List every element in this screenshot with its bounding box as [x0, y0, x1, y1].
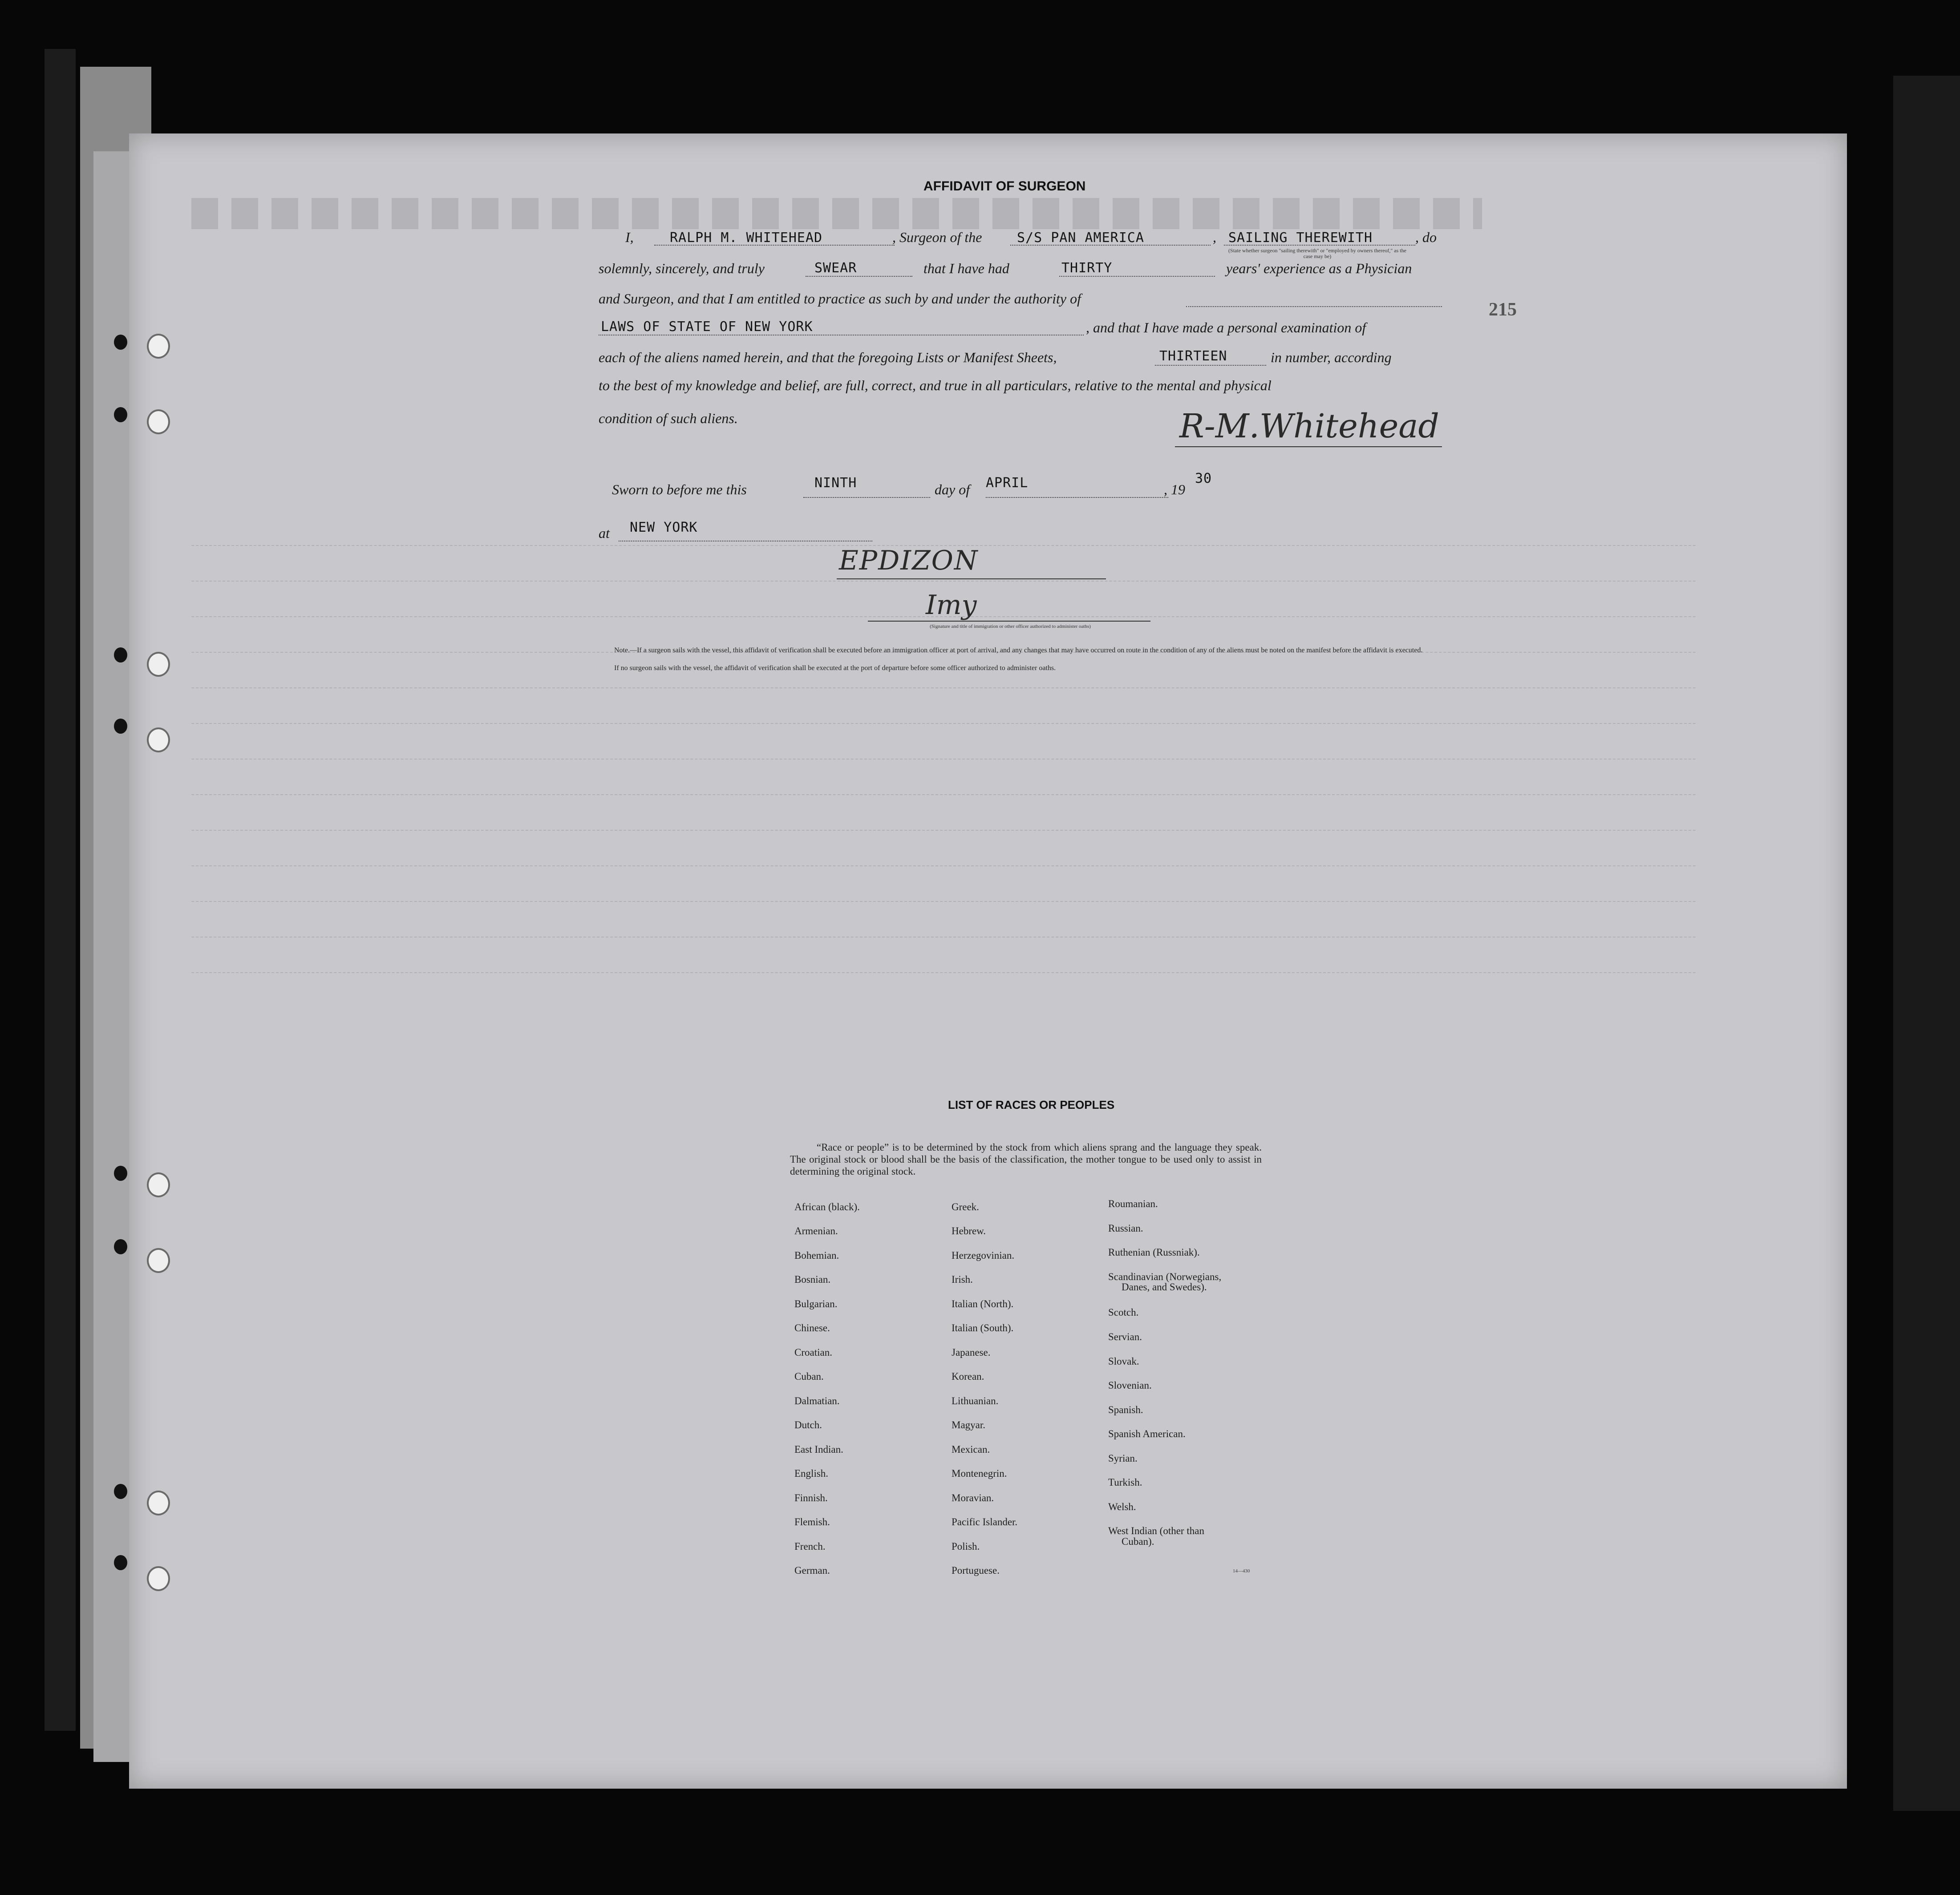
binder-hole: [114, 335, 127, 350]
race-item: Slovak.: [1108, 1356, 1139, 1367]
fill-line: [1155, 365, 1266, 366]
sworn-year: 30: [1195, 471, 1212, 486]
page-number: 215: [1489, 299, 1517, 320]
fill-line: [1059, 276, 1215, 277]
race-item: Lithuanian.: [952, 1395, 999, 1406]
race-item: Croatian.: [794, 1347, 832, 1358]
affidavit-text: condition of such aliens.: [599, 410, 738, 426]
binder-hole: [114, 1555, 127, 1570]
race-item: Dalmatian.: [794, 1395, 840, 1406]
vessel-name: S/S PAN AMERICA: [1017, 230, 1144, 246]
affidavit-note: Note.—If a surgeon sails with the vessel, this affidavit of verification shall be executed before an immigration officer at port of arrival, and any changes that may have occurred on route in the condition of any of the aliens must be noted on the manifest before the affidavit is executed.: [614, 646, 1423, 654]
signature-line: [837, 578, 1106, 579]
surgeon-signature: R-M.Whitehead: [1179, 407, 1439, 445]
binder-hole: [147, 409, 170, 434]
race-item: Bohemian.: [794, 1250, 839, 1261]
race-item: Armenian.: [794, 1225, 838, 1236]
race-item: Ruthenian (Russniak).: [1108, 1247, 1200, 1258]
affidavit-text: , Surgeon of the: [892, 229, 982, 245]
binder-hole: [114, 1484, 127, 1499]
race-item: Montenegrin.: [952, 1468, 1007, 1479]
race-item: Welsh.: [1108, 1501, 1136, 1512]
form-number: 14—430: [1233, 1568, 1250, 1574]
binder-hole: [147, 1172, 170, 1197]
race-item: Spanish.: [1108, 1404, 1143, 1415]
binder-hole: [147, 334, 170, 359]
race-item: Scandinavian (Norwegians,: [1108, 1271, 1222, 1282]
race-item: Chinese.: [794, 1322, 830, 1333]
affidavit-text: that I have had: [923, 260, 1009, 276]
race-item: Russian.: [1108, 1223, 1143, 1234]
binder-hole: [147, 1566, 170, 1591]
race-item: German.: [794, 1565, 830, 1576]
signature-line: [868, 621, 1150, 622]
race-item: Magyar.: [952, 1419, 986, 1430]
race-item: French.: [794, 1541, 826, 1552]
affidavit-text: each of the aliens named herein, and that the foregoing Lists or Manifest Sheets,: [599, 349, 1057, 365]
race-item: West Indian (other than: [1108, 1525, 1204, 1536]
affidavit-title: AFFIDAVIT OF SURGEON: [923, 179, 1086, 194]
races-intro: “Race or people” is to be determined by the stock from which aliens sprang and the language they speak. The original stock or blood shall be the basis of the classification, the mother tongue to be used only to assist in determining the original stock.: [790, 1142, 1262, 1177]
sailing-note: (State whether surgeon "sailing therewith" or "employed by owners thereof," as the case may be): [1228, 247, 1406, 259]
race-item: Slovenian.: [1108, 1380, 1152, 1391]
race-item: Dutch.: [794, 1419, 822, 1430]
race-item: Flemish.: [794, 1516, 830, 1527]
fill-line: [1186, 306, 1442, 307]
fill-line: [806, 276, 912, 277]
race-item: Herzegovinian.: [952, 1250, 1015, 1261]
race-item: English.: [794, 1468, 829, 1479]
race-item: Danes, and Swedes).: [1122, 1281, 1207, 1293]
race-item: Mexican.: [952, 1444, 990, 1455]
practice-authority: LAWS OF STATE OF NEW YORK: [601, 319, 813, 335]
race-item: Korean.: [952, 1371, 984, 1382]
affidavit-text: ,: [1213, 229, 1216, 245]
officer-signature: EPDIZON: [839, 545, 979, 576]
affidavit-text: Sworn to before me this: [612, 481, 747, 497]
years-experience: THIRTY: [1061, 260, 1113, 276]
sworn-month: APRIL: [986, 475, 1029, 491]
binder-hole: [147, 727, 170, 752]
sailing-status: SAILING THEREWITH: [1228, 230, 1373, 246]
affidavit-text: years' experience as a Physician: [1226, 260, 1412, 276]
signature-line: [1175, 446, 1442, 447]
affidavit-text: to the best of my knowledge and belief, are full, correct, and true in all particulars, relative to the mental and physical: [599, 377, 1272, 393]
affidavit-text: , 19: [1164, 481, 1185, 497]
race-item: Finnish.: [794, 1492, 828, 1503]
race-item: Irish.: [952, 1274, 973, 1285]
binder-hole: [147, 1491, 170, 1515]
race-item: Roumanian.: [1108, 1198, 1158, 1209]
fill-line: [803, 497, 930, 498]
binder-hole: [114, 647, 127, 663]
race-item: Japanese.: [952, 1347, 991, 1358]
fill-line: [986, 497, 1168, 498]
sworn-day: NINTH: [814, 475, 857, 491]
affidavit-text: solemnly, sincerely, and truly: [599, 260, 765, 276]
race-item: Italian (North).: [952, 1298, 1014, 1309]
binder-hole: [114, 407, 127, 422]
race-item: Scotch.: [1108, 1307, 1139, 1318]
affidavit-text: in number, according: [1271, 349, 1392, 365]
officer-initials: Imy: [926, 590, 977, 621]
binder-hole: [114, 1239, 127, 1254]
oath-word: SWEAR: [814, 260, 857, 276]
race-item: Cuban).: [1122, 1536, 1154, 1547]
races-title: LIST OF RACES OR PEOPLES: [948, 1098, 1115, 1111]
binder-hole: [114, 719, 127, 734]
affidavit-text: , do: [1415, 229, 1437, 245]
race-item: Servian.: [1108, 1331, 1142, 1342]
affidavit-text: at: [599, 525, 610, 541]
binder-hole: [114, 1166, 127, 1181]
binder-hole: [147, 652, 170, 677]
affidavit-text: and Surgeon, and that I am entitled to practice as such by and under the authority of: [599, 291, 1081, 307]
race-item: African (black).: [794, 1201, 860, 1212]
affidavit-text: , and that I have made a personal examination of: [1086, 319, 1366, 335]
film-edge-right: [1893, 76, 1960, 1811]
race-item: Polish.: [952, 1541, 980, 1552]
race-item: Portuguese.: [952, 1565, 1000, 1576]
race-item: Turkish.: [1108, 1477, 1142, 1488]
race-item: Bulgarian.: [794, 1298, 838, 1309]
surgeon-name: RALPH M. WHITEHEAD: [670, 230, 823, 246]
officer-caption: (Signature and title of immigration or other officer authorized to administer oaths): [930, 624, 1091, 629]
sheet-count: THIRTEEN: [1159, 348, 1227, 364]
affidavit-note: If no surgeon sails with the vessel, the affidavit of verification shall be executed at the port of departure before some officer authorized to administer oaths.: [614, 664, 1056, 672]
affidavit-text: I,: [625, 229, 634, 245]
film-edge-left: [45, 49, 76, 1731]
race-item: Pacific Islander.: [952, 1516, 1018, 1527]
race-item: Syrian.: [1108, 1453, 1138, 1464]
race-item: Italian (South).: [952, 1322, 1014, 1333]
affidavit-text: day of: [935, 481, 970, 497]
race-item: Greek.: [952, 1201, 979, 1212]
race-item: Cuban.: [794, 1371, 824, 1382]
race-item: Hebrew.: [952, 1225, 986, 1236]
race-item: Moravian.: [952, 1492, 994, 1503]
race-item: East Indian.: [794, 1444, 843, 1455]
race-item: Bosnian.: [794, 1274, 831, 1285]
sworn-place: NEW YORK: [630, 520, 698, 535]
binder-hole: [147, 1248, 170, 1273]
race-item: Spanish American.: [1108, 1428, 1186, 1439]
